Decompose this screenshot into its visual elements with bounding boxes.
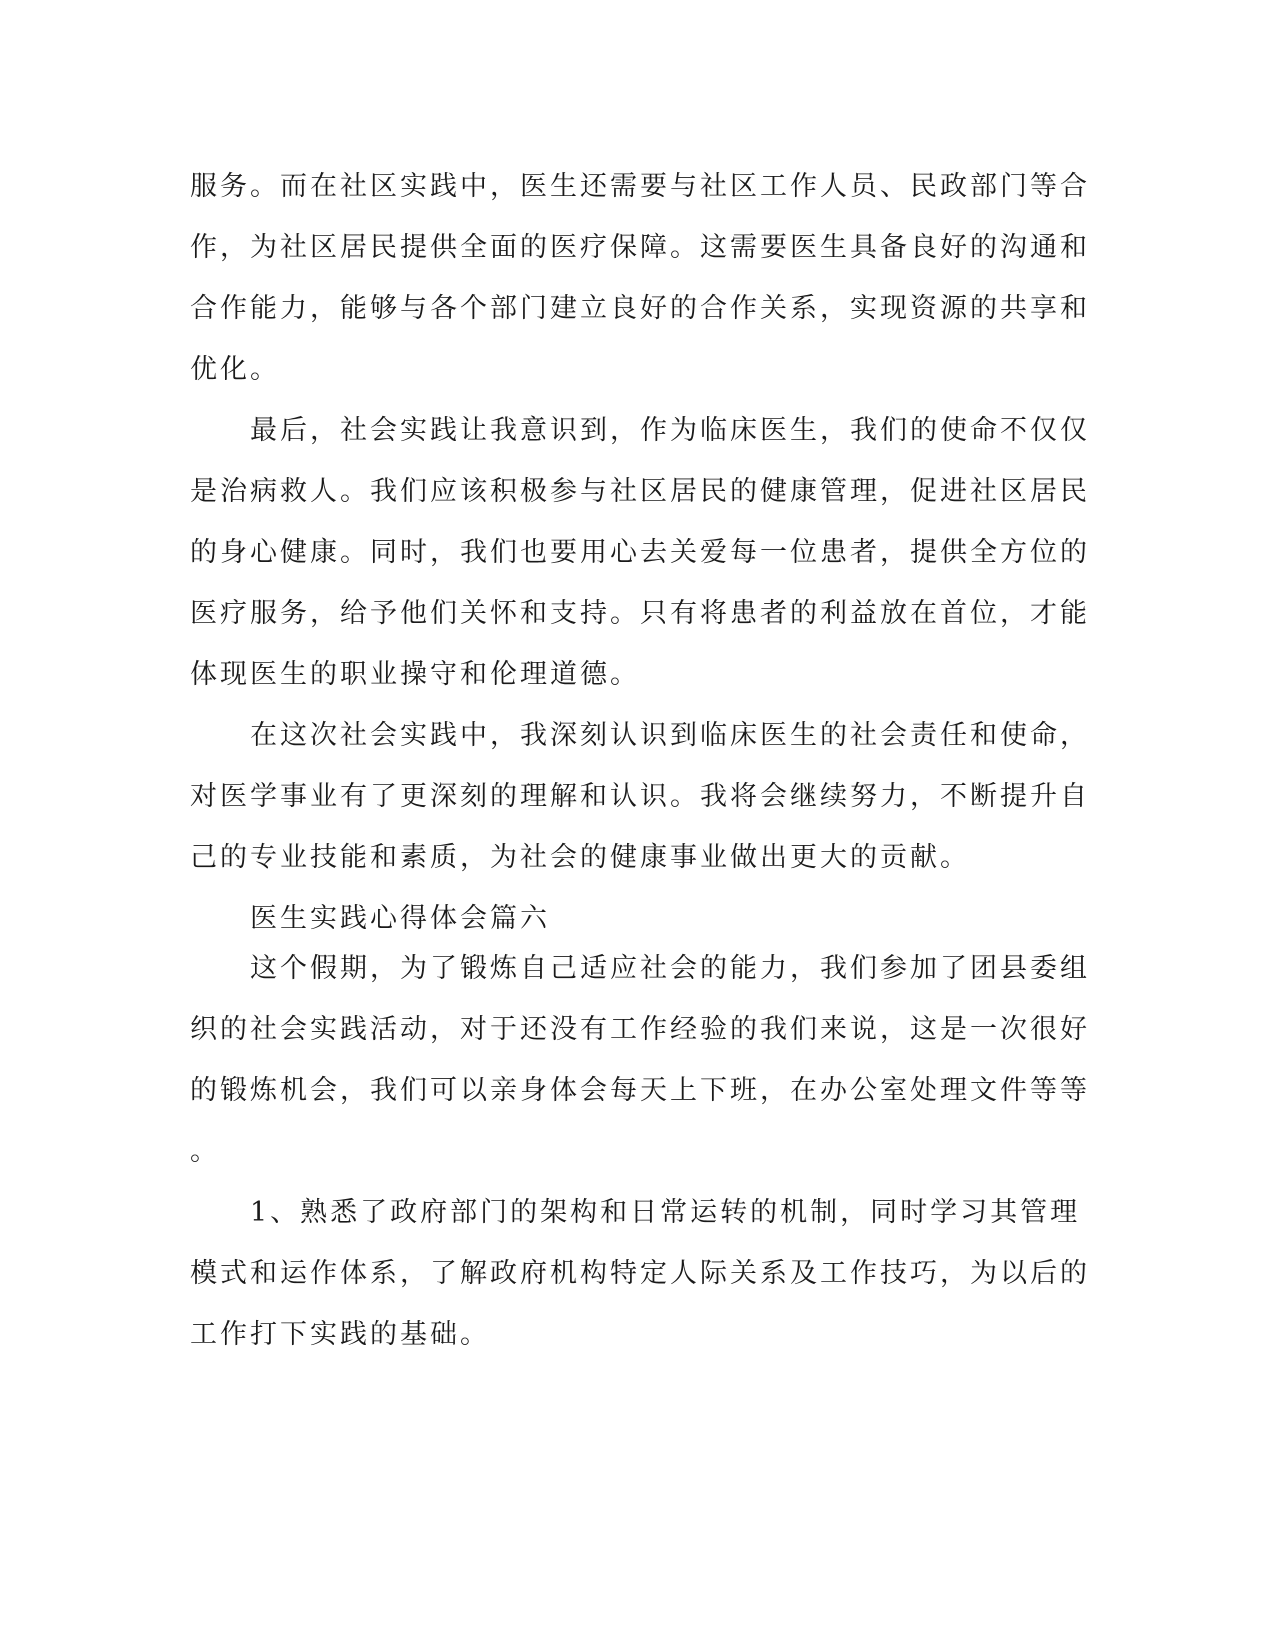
- text-line: 。: [190, 1136, 220, 1167]
- section-heading: 医生实践心得体会篇六: [190, 903, 550, 934]
- text-line: 合作能力，能够与各个部门建立良好的合作关系，实现资源的共享和: [190, 293, 1090, 324]
- text-line: 作，为社区居民提供全面的医疗保障。这需要医生具备良好的沟通和: [190, 232, 1090, 263]
- text-line: 1、熟悉了政府部门的架构和日常运转的机制，同时学习其管理: [190, 1197, 1081, 1228]
- text-line: 最后，社会实践让我意识到，作为临床医生，我们的使命不仅仅: [190, 415, 1090, 446]
- text-line: 对医学事业有了更深刻的理解和认识。我将会继续努力，不断提升自: [190, 781, 1090, 812]
- text-line: 这个假期，为了锻炼自己适应社会的能力，我们参加了团县委组: [190, 953, 1090, 984]
- text-line: 优化。: [190, 354, 280, 385]
- text-line: 模式和运作体系，了解政府机构特定人际关系及工作技巧，为以后的: [190, 1258, 1090, 1289]
- text-line: 医疗服务，给予他们关怀和支持。只有将患者的利益放在首位，才能: [190, 598, 1090, 629]
- text-line: 在这次社会实践中，我深刻认识到临床医生的社会责任和使命，: [190, 720, 1090, 751]
- text-line: 服务。而在社区实践中，医生还需要与社区工作人员、民政部门等合: [190, 171, 1090, 202]
- text-line: 是治病救人。我们应该积极参与社区居民的健康管理，促进社区居民: [190, 476, 1090, 507]
- text-line: 工作打下实践的基础。: [190, 1319, 490, 1350]
- text-line: 的锻炼机会，我们可以亲身体会每天上下班，在办公室处理文件等等: [190, 1075, 1090, 1106]
- text-line: 体现医生的职业操守和伦理道德。: [190, 659, 640, 690]
- body-text: [190, 165, 1090, 1374]
- text-line: 己的专业技能和素质，为社会的健康事业做出更大的贡献。: [190, 842, 970, 873]
- text-line: 的身心健康。同时，我们也要用心去关爱每一位患者，提供全方位的: [190, 537, 1090, 568]
- text-line: 织的社会实践活动，对于还没有工作经验的我们来说，这是一次很好: [190, 1014, 1090, 1045]
